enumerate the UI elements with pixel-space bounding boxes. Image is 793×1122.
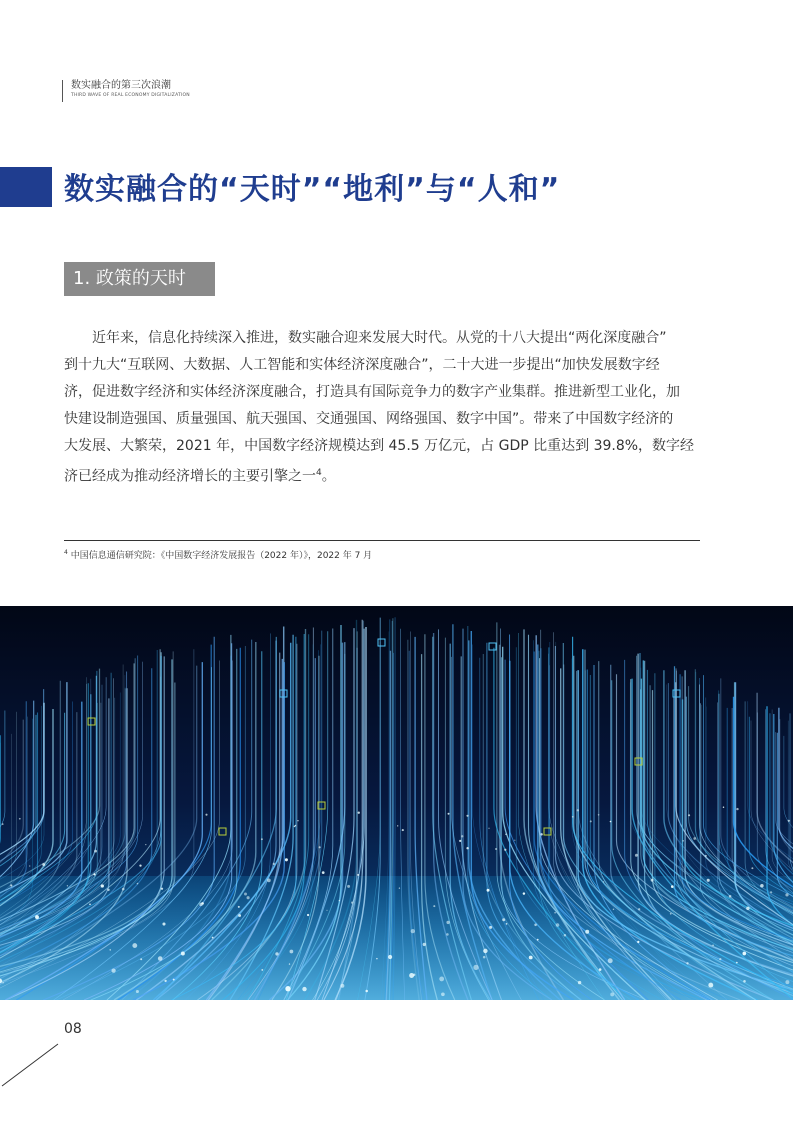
light-spark: [638, 908, 640, 910]
light-spark: [736, 962, 738, 964]
light-spark: [577, 809, 579, 811]
footnote-divider: [64, 540, 700, 541]
light-spark: [132, 943, 137, 948]
light-spark: [365, 990, 368, 993]
light-spark: [746, 907, 749, 910]
light-spark: [275, 952, 278, 955]
light-spark: [590, 820, 592, 822]
light-spark: [164, 980, 166, 982]
light-spark: [693, 837, 696, 840]
light-spark: [487, 889, 490, 892]
body-line: 近年来，信息化持续深入推进，数实融合迎来发展大时代。从党的十八大提出“两化深度融合”: [92, 330, 667, 346]
light-spark: [686, 962, 688, 964]
light-spark: [136, 990, 139, 993]
light-spark: [688, 814, 690, 816]
body-line: 快建设制造强国、质量强国、航天强国、交通强国、网络强国、数字中国”。带来了中国数字经济的: [64, 411, 674, 427]
light-spark: [413, 973, 416, 976]
light-spark: [181, 952, 185, 956]
light-spark: [297, 820, 298, 821]
light-spark: [708, 983, 713, 988]
light-spark: [326, 910, 327, 911]
section-title: 数实融合的“天时”“地利”与“人和”: [64, 172, 561, 207]
light-spark: [238, 906, 240, 908]
light-spark: [423, 943, 426, 946]
light-spark: [205, 814, 207, 816]
light-spark: [433, 905, 435, 907]
body-line-last: 济已经成为推动经济增长的主要引擎之一$^4$。: [64, 468, 336, 485]
light-spark: [495, 848, 497, 850]
light-spark: [111, 968, 115, 972]
light-spark: [285, 858, 288, 861]
light-spark: [94, 850, 97, 853]
light-spark: [122, 888, 125, 891]
footnote-reference[interactable]: 4: [316, 468, 322, 478]
light-spark: [705, 855, 707, 857]
light-spark: [439, 976, 444, 981]
light-spark: [302, 987, 306, 991]
light-spark: [339, 900, 340, 901]
light-spark: [637, 941, 639, 943]
light-spark: [388, 955, 392, 959]
light-spark: [514, 840, 515, 841]
light-spark: [770, 891, 772, 893]
light-spark: [19, 818, 21, 820]
light-spark: [483, 956, 486, 959]
running-header-title: 数实融合的第三次浪潮: [71, 80, 171, 91]
light-spark: [736, 808, 738, 810]
light-spark: [173, 979, 175, 981]
light-spark: [578, 981, 581, 984]
light-spark: [285, 986, 290, 991]
light-spark: [603, 881, 604, 882]
light-spark: [466, 815, 468, 817]
light-spark: [743, 980, 746, 983]
light-spark: [488, 828, 489, 829]
light-spark: [145, 844, 146, 845]
light-spark: [760, 884, 764, 888]
light-spark: [459, 840, 461, 842]
light-spark: [289, 963, 290, 964]
light-spark: [2, 823, 4, 825]
body-line-text: 济已经成为推动经济增长的主要引擎之一: [64, 468, 316, 485]
light-spark: [357, 874, 359, 876]
light-spark: [307, 914, 309, 916]
light-spark: [610, 992, 614, 996]
light-spark: [572, 816, 574, 818]
light-spark: [10, 884, 12, 886]
running-header: [62, 80, 190, 102]
footnote-text: 中国信息通信研究院：《中国数字经济发展报告（2022 年）》，2022 年 7 月: [70, 551, 373, 561]
light-spark: [446, 933, 449, 936]
light-spark: [723, 806, 724, 807]
light-spark: [158, 956, 163, 961]
light-spark: [261, 838, 263, 840]
light-spark: [599, 968, 602, 971]
title-accent-bar: [0, 167, 52, 207]
light-spark: [2, 982, 3, 983]
light-spark: [537, 939, 539, 941]
light-spark: [651, 879, 654, 882]
light-spark: [489, 926, 492, 929]
light-spark: [670, 913, 672, 915]
light-spark: [35, 915, 39, 919]
light-spark: [466, 847, 468, 849]
light-spark: [399, 887, 400, 888]
light-spark: [719, 958, 721, 960]
light-spark: [529, 956, 533, 960]
light-spark: [742, 952, 746, 956]
light-spark: [683, 840, 684, 841]
light-spark: [110, 949, 111, 950]
light-spark: [712, 944, 714, 946]
body-paragraph: [64, 325, 700, 491]
light-spark: [238, 914, 241, 917]
running-header-subtitle: THIRD WAVE OF REAL ECONOMY DIGITALIZATION: [71, 93, 190, 98]
light-spark: [446, 921, 449, 924]
light-spark: [505, 834, 506, 835]
light-spark: [610, 821, 612, 823]
light-spark: [564, 934, 567, 937]
light-spark: [585, 930, 589, 934]
light-spark: [322, 871, 325, 874]
light-spark: [554, 912, 556, 914]
light-spark: [502, 918, 505, 921]
light-spark: [411, 929, 415, 933]
light-spark: [671, 885, 674, 888]
corner-decoration-line: [0, 1040, 70, 1090]
light-spark: [523, 892, 525, 894]
light-spark: [29, 865, 30, 866]
light-spark: [483, 949, 487, 953]
body-line: 济，促进数字经济和实体经济深度融合，打造具有国际竞争力的数字产业集群。推进新型工业化，加: [64, 384, 680, 400]
light-spark: [376, 958, 378, 960]
light-spark: [212, 937, 214, 939]
light-spark: [751, 867, 753, 869]
light-spark: [788, 820, 790, 822]
light-spark: [785, 980, 789, 984]
digital-light-streams-image: [0, 606, 793, 1000]
light-spark: [402, 829, 404, 831]
light-spark: [448, 813, 450, 815]
light-spark: [290, 950, 294, 954]
light-spark: [613, 909, 615, 911]
light-spark: [473, 965, 478, 970]
light-spark: [140, 958, 142, 960]
light-spark: [506, 923, 508, 925]
light-spark: [347, 885, 350, 888]
light-spark: [267, 879, 271, 883]
light-spark: [89, 904, 91, 906]
light-spark: [139, 864, 141, 866]
light-spark: [397, 825, 398, 826]
light-spark: [101, 884, 104, 887]
light-spark: [319, 846, 321, 848]
light-spark: [461, 835, 463, 837]
page-number: 08: [64, 1021, 82, 1037]
light-spark: [199, 903, 203, 907]
light-spark: [137, 883, 139, 885]
light-spark: [635, 854, 638, 857]
subsection-heading: 1. 政策的天时: [64, 262, 215, 296]
light-spark: [358, 812, 360, 814]
footnote-number: 4: [64, 549, 68, 556]
light-spark: [351, 902, 353, 904]
light-spark: [540, 833, 542, 835]
light-spark: [441, 992, 445, 996]
light-spark: [273, 863, 276, 866]
light-spark: [162, 922, 165, 925]
light-spark: [556, 923, 560, 927]
light-spark: [247, 896, 250, 899]
light-spark: [729, 895, 732, 898]
light-spark: [598, 814, 600, 816]
light-spark: [42, 863, 45, 866]
light-spark: [244, 893, 247, 896]
light-spark: [161, 888, 163, 890]
light-spark: [785, 893, 788, 896]
light-spark: [261, 969, 263, 971]
light-spark: [93, 873, 95, 875]
light-spark: [707, 879, 710, 882]
light-spark: [608, 958, 613, 963]
light-spark: [294, 826, 296, 828]
body-line: 大发展、大繁荣，2021 年，中国数字经济规模达到 45.5 万亿元，占 GDP 比重达到 39.8%，数字经: [64, 438, 695, 454]
body-line: 到十九大“互联网、大数据、人工智能和实体经济深度融合”，二十大进一步提出“加快发展数字经: [64, 357, 660, 373]
light-spark: [340, 984, 344, 988]
light-spark: [534, 924, 537, 927]
light-spark: [67, 885, 68, 886]
light-streams-graphic: [0, 606, 793, 1000]
footnote: [64, 548, 372, 561]
light-spark: [504, 849, 506, 851]
light-spark: [107, 889, 109, 891]
